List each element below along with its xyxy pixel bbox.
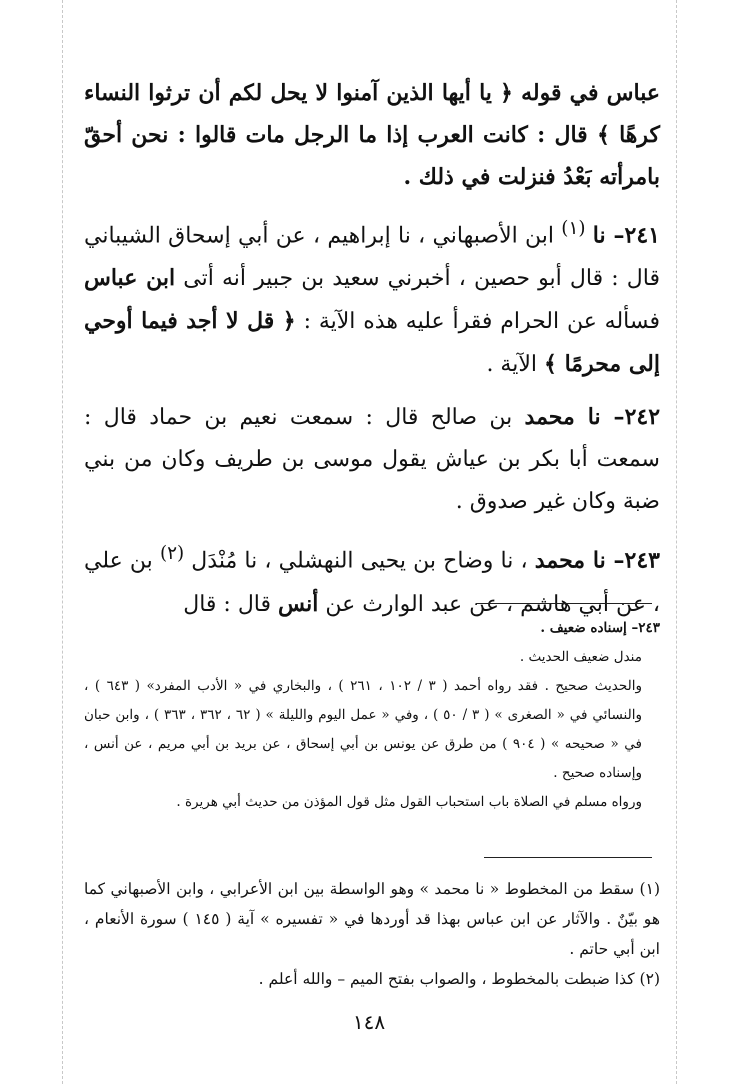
text-line: بامرأته بَعْدُ فنزلت في ذلك . <box>403 164 660 190</box>
narrator-name: ابن عباس <box>84 265 176 292</box>
hadith-number: ٢٤٣– نا محمد <box>534 547 660 574</box>
narrator-name: أنس <box>278 590 319 617</box>
quran-quote: ﴿ قل لا أجد فيما أوحي إلى محرمًا ﴾ <box>84 308 660 378</box>
hadith-text: بن علي ، عن أبي هاشم ، عن عبد الوارث عن <box>84 548 660 617</box>
takhrij-notes <box>84 614 660 817</box>
text-line: كرهًا ﴾ قال : كانت العرب إذا ما الرجل مات قالوا : نحن أحقّ <box>84 122 660 148</box>
notes-line: ورواه مسلم في الصلاة باب استحباب القول مثل قول المؤذن من حديث أبي هريرة . <box>176 794 642 810</box>
hadith-text: ، نا وضاح بن يحيى النهشلي ، نا مُنْدَل <box>191 548 528 574</box>
page-number: ١٤٨ <box>352 1010 386 1034</box>
footnote-2: (٢) كذا ضبطت بالمخطوط ، والصواب بفتح الميم – والله أعلم . <box>258 970 660 988</box>
notes-title: ٢٤٣– إسناده ضعيف . <box>540 620 660 636</box>
footnote-ref: (٢) <box>159 543 185 565</box>
footnotes-block <box>84 874 660 994</box>
hadith-number: ٢٤٢– نا محمد <box>524 404 661 431</box>
footnotes-separator <box>484 857 652 858</box>
notes-line: مندل ضعيف الحديث . <box>519 649 642 665</box>
footnote-ref: (١) <box>561 218 586 239</box>
paragraph-continuation <box>84 72 660 198</box>
hadith-243 <box>84 533 660 625</box>
hadith-241 <box>84 208 660 386</box>
hadith-242 <box>84 396 660 523</box>
scan-edge-left <box>62 0 63 1084</box>
notes-line: والحديث صحيح . فقد رواه أحمد ( ٣ / ١٠٢ ، ٢٦١ ) ، والبخاري في « الأدب المفرد» ( ٦٤٣ ) ، والنسائي في « الصغرى » ( ٣ / ٥٠ ) ، وفي « عمل اليوم والليلة » ( ٦٢ ، ٣٦٢ ، ٣٦٣ ) ، وابن حبان في « صحيحه » ( ٩٠٤ ) من طرق عن يونس بن أبي إسحاق ، عن بريد بن أبي مريم ، عن أنس ، وإسناده صحيح . <box>84 678 642 781</box>
hadith-text: الآية . <box>486 352 538 378</box>
text-line: عباس في قوله ﴿ يا أيها الذين آمنوا لا يحل لكم أن ترثوا النساء <box>84 80 660 106</box>
hadith-number: ٢٤١– نا <box>592 222 660 249</box>
hadith-text: فسأله عن الحرام فقرأ عليه هذه الآية : <box>303 309 661 335</box>
hadith-text: بن صالح قال : سمعت نعيم بن حماد قال : سمعت أبا بكر بن عياش يقول موسى بن طريف وكان من بني ضبة وكان غير صدوق . <box>84 405 660 515</box>
notes-separator <box>476 603 652 604</box>
hadith-text: قال : قال <box>183 591 272 617</box>
footnote-1: (١) سقط من المخطوط « نا محمد » وهو الواسطة بين ابن الأعرابي ، وابن الأصبهاني كما هو بيّنٌ . والآثار عن ابن عباس بهذا قد أوردها في « تفسيره » آية ( ١٤٥ ) سورة الأنعام ، ابن أبي حاتم . <box>84 880 660 958</box>
main-text-block <box>84 72 660 636</box>
scan-edge-right <box>676 0 677 1084</box>
hadith-text: ابن الأصبهاني ، نا إبراهيم ، عن أبي إسحاق الشيباني قال : قال أبو حصين ، أخبرني سعيد بن جبير أنه أتى <box>84 223 660 292</box>
